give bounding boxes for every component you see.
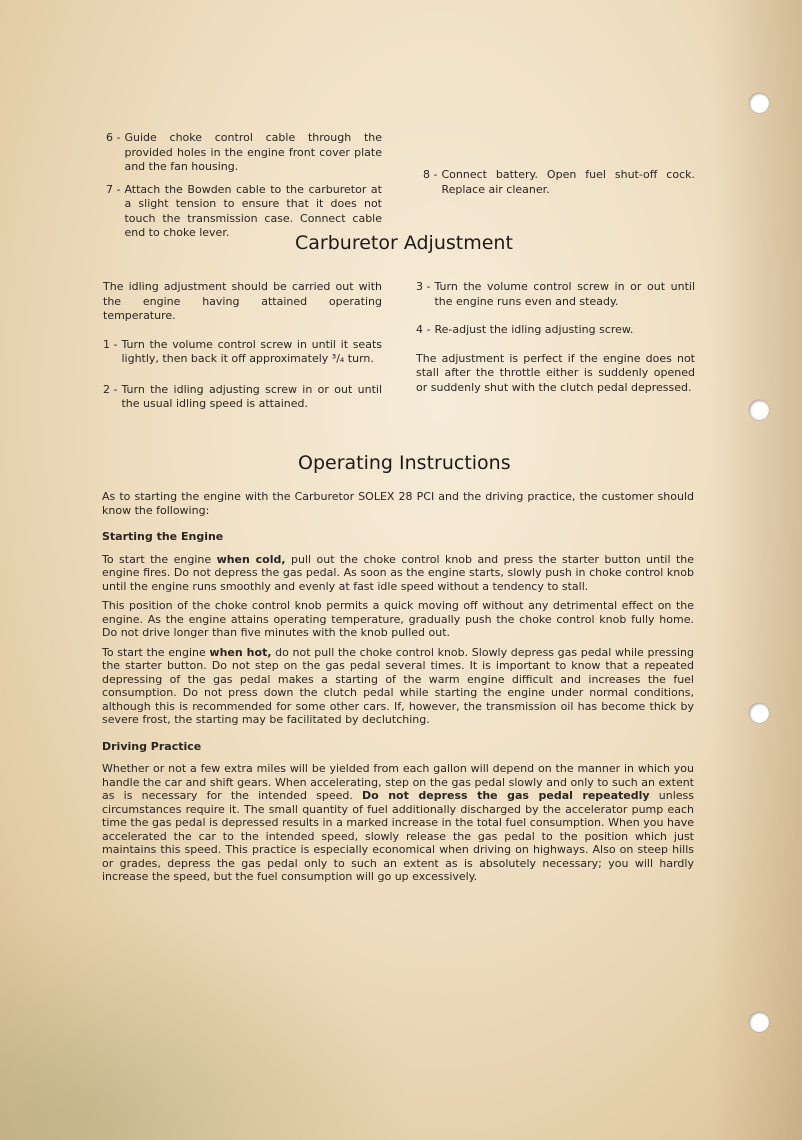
carb-right-column xyxy=(416,280,695,401)
step-text: Turn the volume control screw in until it seats lightly, then back it off approximately ³/₄ turn. xyxy=(121,337,382,365)
text-run: To start the engine xyxy=(102,552,217,566)
driving-practice-paragraph xyxy=(102,762,694,884)
water-stain xyxy=(0,900,420,1140)
step-number: 2 - xyxy=(103,382,118,396)
carb-step-1 xyxy=(103,338,382,367)
step-text: Re-adjust the idling adjusting screw. xyxy=(434,323,634,336)
step-text: Guide choke control cable through the provided holes in the engine front cover plate and the fan housing. xyxy=(124,131,382,173)
carb-step-2 xyxy=(103,383,382,412)
start-hot-paragraph xyxy=(102,646,694,727)
install-right-column xyxy=(423,168,695,205)
text-run: do not pull the choke control knob. Slowly depress gas pedal while pressing the starter button. Do not step on the gas pedal several times. It is important to know that a repeated depressing of the gas pedal makes a starting of the warm engine difficult and increases the fuel consumption. Do not press down the clutch pedal while starting the engine under normal conditions, although this is recommended for some other cars. If, however, the transmission oil has become thick by severe frost, the starting may be facilitated by declutching. xyxy=(102,645,694,726)
install-step-6 xyxy=(106,131,382,175)
starting-engine-heading: Starting the Engine xyxy=(102,530,224,543)
driving-practice-heading: Driving Practice xyxy=(102,739,202,753)
step-number: 3 - xyxy=(416,280,431,293)
emphasis-when-hot: when hot, xyxy=(209,645,272,659)
emphasis-when-cold: when cold, xyxy=(216,552,286,566)
step-text: Attach the Bowden cable to the carburetor at a slight tension to ensure that it does not touch the transmission case. Connect cable end to choke lever. xyxy=(124,182,382,239)
punch-hole xyxy=(749,400,769,420)
carb-step-4 xyxy=(416,323,695,338)
operating-instructions-heading: Operating Instructions xyxy=(298,452,511,474)
emphasis-do-not-depress: Do not depress the gas pedal repeatedly xyxy=(362,789,650,802)
install-step-8 xyxy=(423,168,695,197)
step-text: Connect battery. Open fuel shut-off cock. Replace air cleaner. xyxy=(441,168,695,196)
punch-hole xyxy=(749,703,769,723)
carb-closing: The adjustment is perfect if the engine does not stall after the throttle either is suddenly opened or suddenly shut with the clutch pedal depressed. xyxy=(416,351,695,394)
carb-left-column xyxy=(103,280,382,420)
text-run: Whether or not a few extra miles will be yielded from each gallon will depend on the manner in which you handle the car and shift gears. When accelerating, step on the gas pedal slowly and only to such an extent as is necessary for the intended speed. xyxy=(102,762,694,802)
step-number: 6 - xyxy=(106,131,121,144)
step-text: Turn the volume control screw in or out until the engine runs even and steady. xyxy=(434,280,695,308)
carb-intro: The idling adjustment should be carried out with the engine having attained operating temperature. xyxy=(103,280,382,322)
page-edge-shading xyxy=(712,0,802,1140)
choke-position-paragraph: This position of the choke control knob permits a quick moving off without any detrimental effect on the engine. As the engine attains operating temperature, gradually push the choke control knob fully home. Do not drive longer than five minutes with the knob pulled out. xyxy=(102,599,694,639)
step-number: 1 - xyxy=(103,337,118,351)
operating-intro: As to starting the engine with the Carburetor SOLEX 28 PCI and the driving practice, the customer should know the following: xyxy=(102,490,694,517)
step-number: 8 - xyxy=(423,168,438,181)
step-number: 4 - xyxy=(416,323,431,336)
install-left-column xyxy=(106,131,382,249)
step-number: 7 - xyxy=(106,182,121,196)
carburetor-adjustment-heading: Carburetor Adjustment xyxy=(295,232,513,254)
carb-step-3 xyxy=(416,280,695,309)
punch-hole xyxy=(749,1012,769,1032)
punch-hole xyxy=(749,93,769,113)
text-run: pull out the choke control knob and press the starter button until the engine fires. Do not depress the gas pedal. As soon as the engine starts, slowly push in choke control knob until the engine runs smoothly and evenly at fast idle speed without a tendency to stall. xyxy=(102,552,694,593)
step-text: Turn the idling adjusting screw in or out until the usual idling speed is attained. xyxy=(121,382,382,410)
text-run: To start the engine xyxy=(102,645,210,659)
text-run: unless circumstances require it. The small quantity of fuel additionally discharged by the accelerator pump each time the gas pedal is depressed results in a marked increase in the total fuel consumption. When you have accelerated the car to the intended speed, slowly release the gas pedal to the position which just maintains this speed. This practice is especially economical when driving on highways. Also on steep hills or grades, depress the gas pedal only to such an extent as is absolutely necessary; you will hardly increase the speed, but the fuel consumption will go up excessively. xyxy=(102,789,694,883)
operating-body xyxy=(102,490,694,890)
start-cold-paragraph xyxy=(102,553,694,594)
